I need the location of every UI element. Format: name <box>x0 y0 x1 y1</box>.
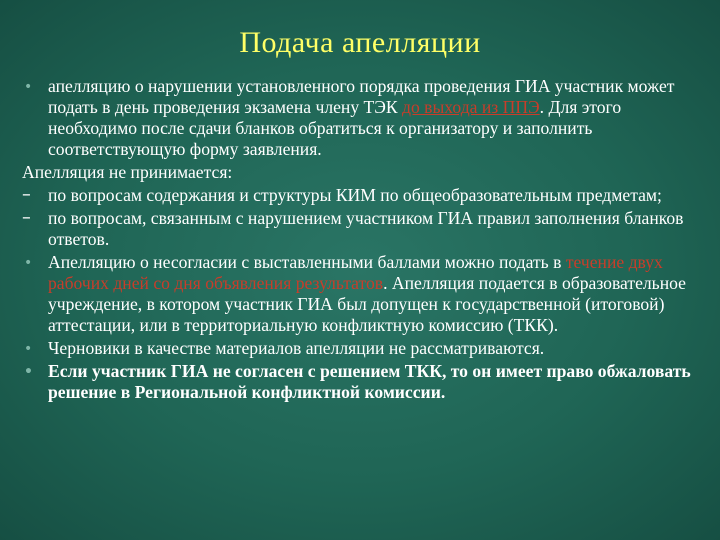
slide-body <box>22 76 702 405</box>
dash-icon: – <box>22 208 31 228</box>
regional-commission-text: Если участник ГИА не согласен с решением ТКК, то он имеет право обжаловать решение в Региональной конфликтной комиссии. <box>48 361 691 402</box>
slide-title: Подача апелляции <box>239 26 481 59</box>
bullet-item-appeal-procedure <box>22 76 702 160</box>
highlight-deadline: до выхода из ППЭ <box>402 97 540 117</box>
bullet-item-score-appeal <box>22 252 702 336</box>
bullet-icon: • <box>24 341 33 357</box>
dash-item-forms <box>22 208 702 250</box>
dash-item-kim <box>22 185 702 206</box>
not-accepted-heading: Апелляция не принимается: <box>22 162 233 182</box>
highlight-two-days: течение двух рабочих дней со дня объявления результатов <box>48 252 663 293</box>
dash-icon: – <box>22 185 31 205</box>
bullet-icon: • <box>24 79 33 95</box>
bullet-icon: • <box>24 255 33 271</box>
bullet-icon: • <box>24 364 33 380</box>
appeal-procedure-text-end: . Для этого необходимо после сдачи бланков обратиться к организатору и заполнить соответствующую форму заявления. <box>48 97 622 159</box>
drafts-text: Черновики в качестве материалов апелляции не рассматриваются. <box>48 338 545 358</box>
score-appeal-text-end: . Апелляция подается в образовательное учреждение, в котором участник ГИА был допущен к государственной (итоговой) аттестации, или в территориальную конфликтную комиссию (ТКК). <box>48 273 686 335</box>
score-appeal-text: Апелляцию о несогласии с выставленными баллами можно подать в <box>48 252 566 272</box>
dash-item-forms-text: по вопросам, связанным с нарушением участником ГИА правил заполнения бланков ответов. <box>48 208 684 249</box>
appeal-procedure-text: апелляцию о нарушении установленного порядка проведения ГИА участник может подать в день проведения экзамена члену ТЭК <box>48 76 675 117</box>
bullet-item-regional-commission <box>22 361 702 403</box>
bullet-item-drafts <box>22 338 702 359</box>
dash-item-kim-text: по вопросам содержания и структуры КИМ по общеобразовательным предметам; <box>48 185 662 205</box>
